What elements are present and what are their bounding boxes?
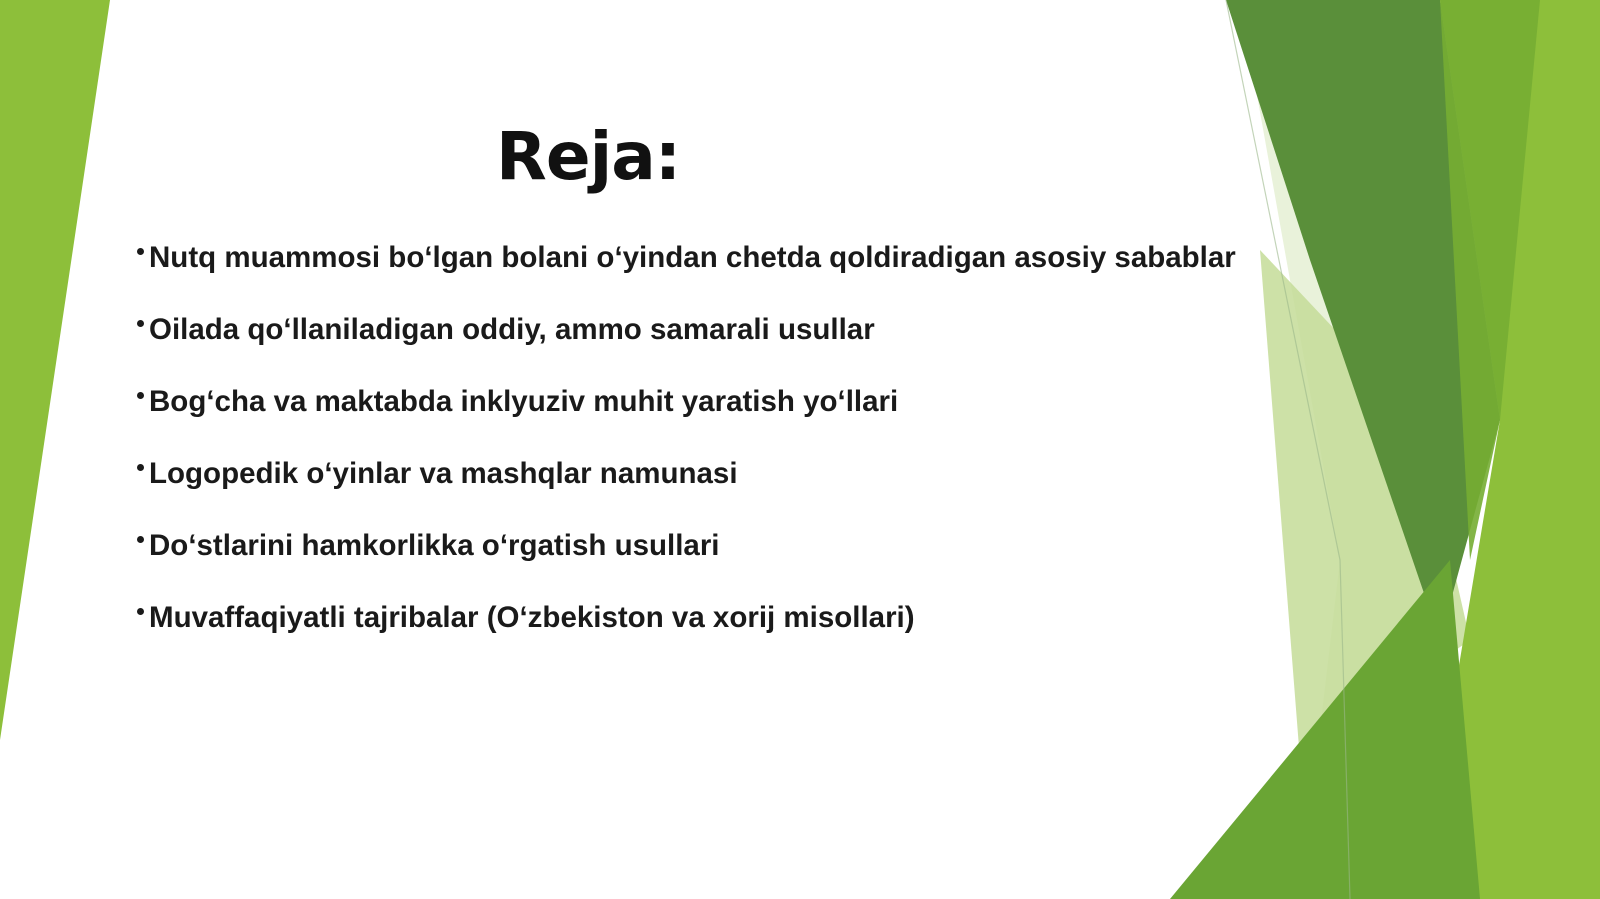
slide-title: Reja: xyxy=(496,118,681,195)
bullet-text: Logopedik o‘yinlar va mashqlar namunasi xyxy=(149,457,738,490)
left-green-shard xyxy=(0,0,110,740)
bullet-text: Do‘stlarini hamkorlikka o‘rgatish usullari xyxy=(149,529,720,562)
bullet-text: Muvaffaqiyatli tajribalar (O‘zbekiston va xorij misollari) xyxy=(149,601,915,634)
bullet-text: Nutq muammosi bo‘lgan bolani o‘yindan chetda qoldiradigan asosiy sabablar xyxy=(149,241,1236,274)
bullet-dot-icon xyxy=(137,536,144,543)
bullet-dot-icon xyxy=(137,392,144,399)
bullet-dot-icon xyxy=(137,320,144,327)
bullet-text: Oilada qo‘llaniladigan oddiy, ammo samarali usullar xyxy=(149,313,875,346)
bullet-text: Bog‘cha va maktabda inklyuziv muhit yaratish yo‘llari xyxy=(149,385,899,418)
bullet-dot-icon xyxy=(137,248,144,255)
bullet-dot-icon xyxy=(137,608,144,615)
bullet-dot-icon xyxy=(137,464,144,471)
